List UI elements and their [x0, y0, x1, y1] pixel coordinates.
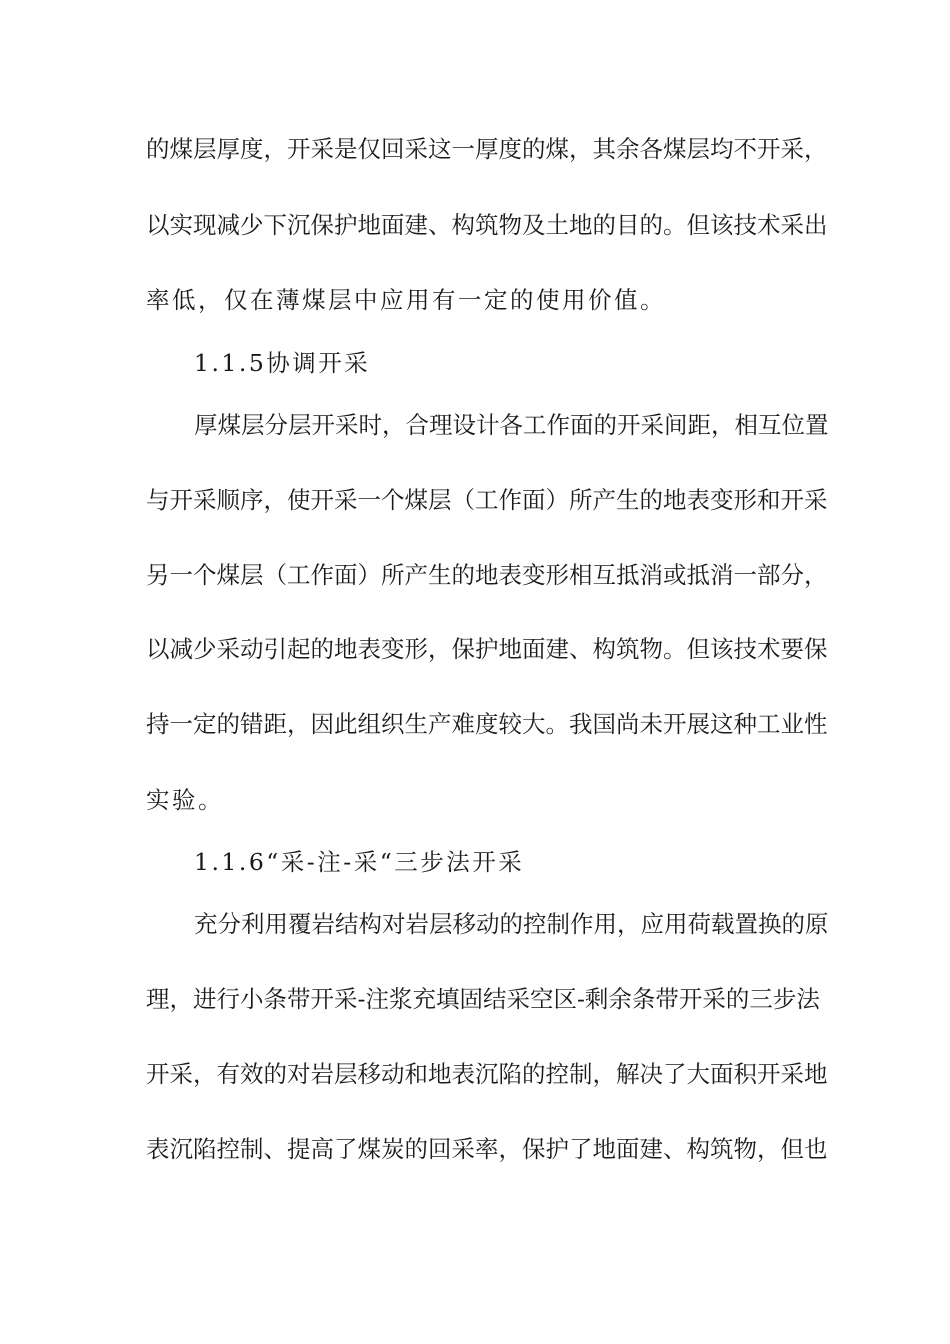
- paragraph-line: 以实现减少下沉保护地面建、构筑物及土地的目的。但该技术采出: [146, 211, 828, 239]
- paragraph-line: 率低，仅在薄煤层中应用有一定的使用价值。: [146, 286, 666, 314]
- paragraph-line: 厚煤层分层开采时，合理设计各工作面的开采间距，相互位置: [194, 411, 829, 439]
- paragraph-line: 开采，有效的对岩层移动和地表沉陷的控制，解决了大面积开采地: [146, 1060, 828, 1088]
- paragraph-line: 的煤层厚度，开采是仅回采这一厚度的煤，其余各煤层均不开采，: [146, 135, 828, 163]
- paragraph-line: 表沉陷控制、提高了煤炭的回采率，保护了地面建、构筑物，但也: [146, 1135, 828, 1163]
- section-heading: 1.1.5协调开采: [194, 349, 371, 377]
- paragraph-line: 理，进行小条带开采-注浆充填固结采空区-剩余条带开采的三步法: [146, 985, 820, 1013]
- paragraph-line: 实验。: [146, 786, 224, 814]
- paragraph-line: 以减少采动引起的地表变形，保护地面建、构筑物。但该技术要保: [146, 635, 828, 663]
- paragraph-line: 持一定的错距，因此组织生产难度较大。我国尚未开展这种工业性: [146, 710, 828, 738]
- paragraph-line: 与开采顺序，使开采一个煤层（工作面）所产生的地表变形和开采: [146, 486, 828, 514]
- paragraph-line: 另一个煤层（工作面）所产生的地表变形相互抵消或抵消一部分，: [146, 561, 828, 589]
- paragraph-line: 充分利用覆岩结构对岩层移动的控制作用，应用荷载置换的原: [194, 910, 829, 938]
- section-heading: 1.1.6“采-注-采“三步法开采: [194, 848, 525, 876]
